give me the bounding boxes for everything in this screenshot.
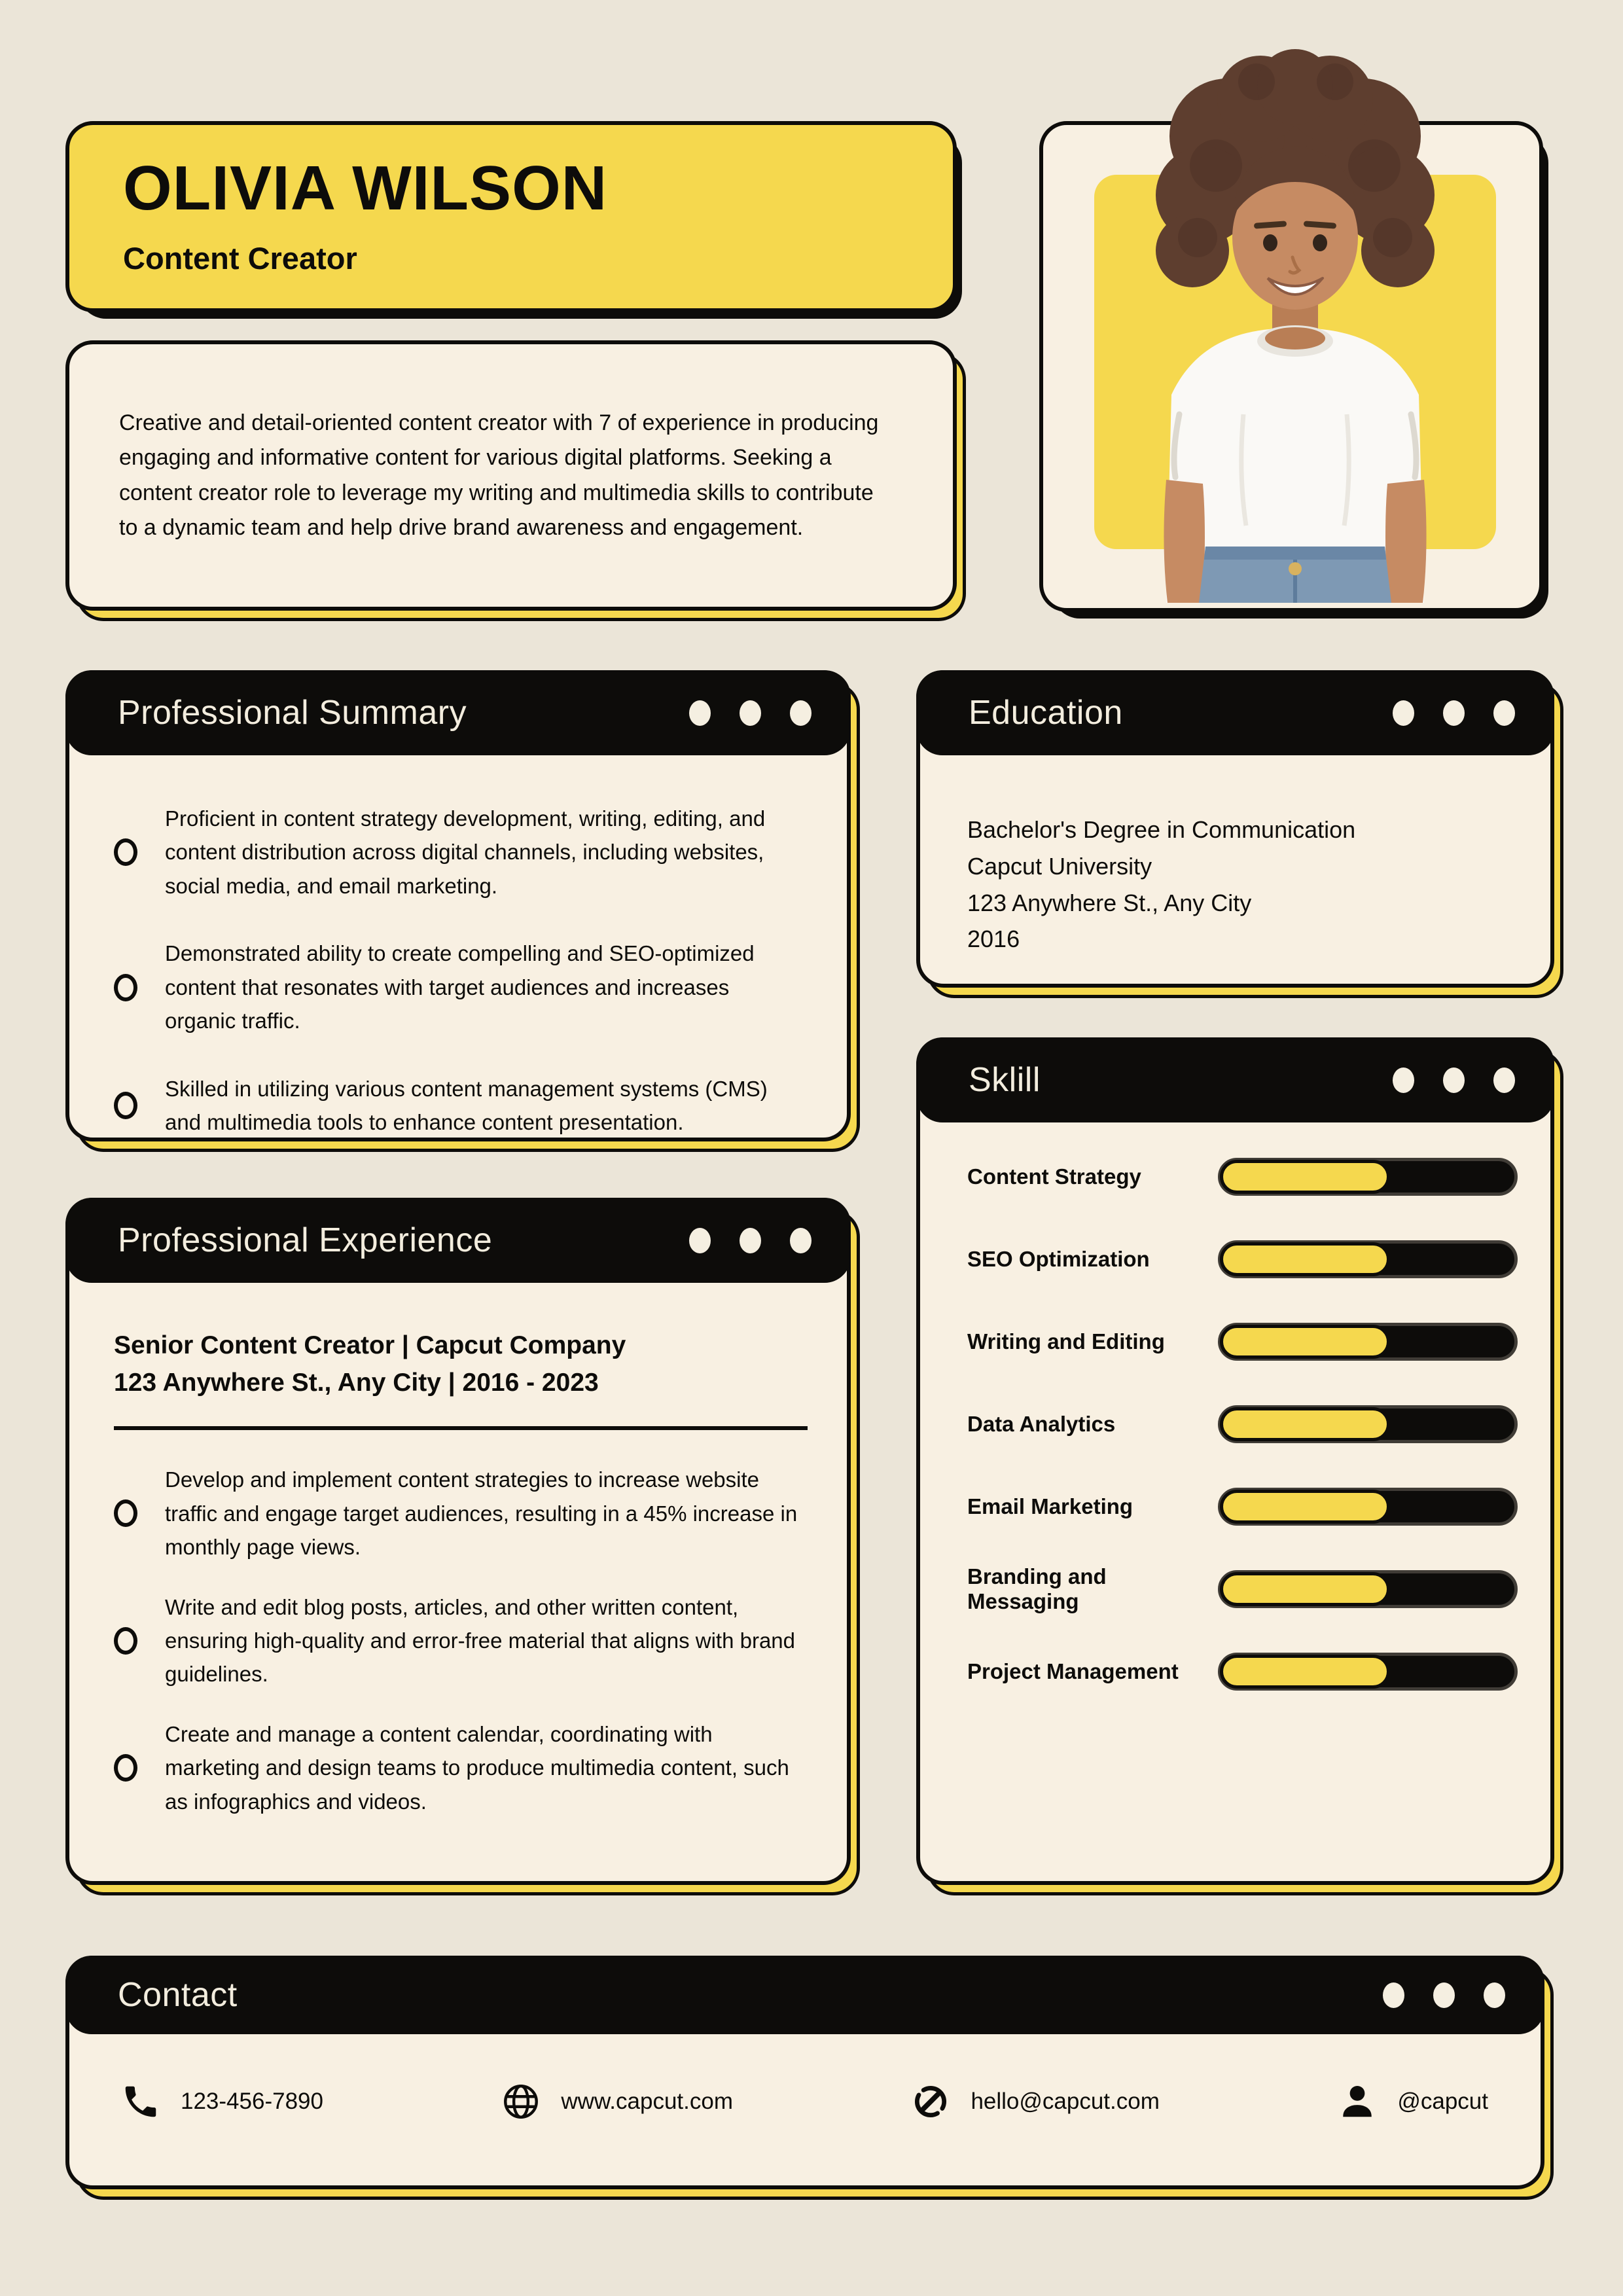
person-role: Content Creator	[123, 241, 357, 276]
skills-header	[916, 1037, 1554, 1122]
window-dots	[689, 1228, 812, 1253]
list-item: Demonstrated ability to create compelling and SEO-optimized content that resonates with target audiences and increases organic traffic.	[114, 937, 805, 1037]
skills-title: Sklill	[969, 1061, 1041, 1099]
bullet-circle-icon	[114, 1754, 137, 1782]
education-header	[916, 670, 1554, 755]
window-dot-icon	[1383, 1982, 1404, 2008]
window-dot-icon	[740, 700, 761, 726]
summary-card	[65, 670, 851, 1141]
bullet-circle-icon	[114, 1092, 137, 1119]
skill-bar-fill	[1220, 1160, 1390, 1194]
list-item: Skilled in utilizing various content management systems (CMS) and multimedia tools to enhance content presentation.	[114, 1072, 805, 1139]
skill-row: Branding and Messaging	[967, 1570, 1518, 1608]
list-item: Create and manage a content calendar, coordinating with marketing and design teams to produce multimedia content, such as infographics and videos.	[114, 1717, 808, 1818]
window-dot-icon	[1493, 700, 1515, 726]
window-dot-icon	[1393, 1067, 1414, 1093]
contact-card	[65, 1956, 1544, 2189]
phone-icon	[120, 2081, 161, 2122]
person-icon	[1337, 2081, 1378, 2122]
bullet-circle-icon	[114, 838, 137, 866]
summary-list	[114, 802, 805, 1139]
window-dot-icon	[1433, 1982, 1455, 2008]
skill-bar	[1218, 1158, 1518, 1196]
education-school: Capcut University	[967, 852, 1152, 880]
contact-email: hello@capcut.com	[910, 2081, 1159, 2122]
job-role: Senior Content Creator | Capcut Company	[114, 1331, 626, 1359]
person-name: OLIVIA WILSON	[123, 153, 608, 223]
contact-header	[65, 1956, 1544, 2034]
contact-website: www.capcut.com	[501, 2081, 733, 2122]
skill-bar-fill	[1220, 1325, 1390, 1359]
education-address: 123 Anywhere St., Any City	[967, 889, 1252, 916]
window-dot-icon	[740, 1228, 761, 1253]
portrait-illustration	[1106, 48, 1484, 603]
experience-card	[65, 1198, 851, 1885]
window-dot-icon	[689, 700, 711, 726]
skill-bar-fill	[1220, 1572, 1390, 1606]
globe-icon	[501, 2081, 541, 2122]
window-dot-icon	[1443, 700, 1465, 726]
skill-row: Content Strategy	[967, 1158, 1518, 1196]
window-dots	[1393, 1067, 1515, 1093]
divider	[114, 1426, 808, 1430]
skill-bar-fill	[1220, 1490, 1390, 1524]
education-degree: Bachelor's Degree in Communication	[967, 816, 1356, 843]
list-item: Proficient in content strategy development, writing, editing, and content distribution across digital channels, including websites, social media, and email marketing.	[114, 802, 805, 903]
skill-row: SEO Optimization	[967, 1240, 1518, 1278]
portrait-photo	[1106, 48, 1484, 603]
bullet-circle-icon	[114, 974, 137, 1001]
window-dot-icon	[790, 700, 812, 726]
intro-card	[65, 340, 957, 611]
summary-title: Professional Summary	[118, 694, 467, 732]
skill-bar	[1218, 1323, 1518, 1361]
list-item: Develop and implement content strategies to increase website traffic and engage target audiences, resulting in a 45% increase in monthly page views.	[114, 1463, 808, 1564]
skill-row: Project Management	[967, 1653, 1518, 1691]
window-dot-icon	[1393, 700, 1414, 726]
skill-row: Email Marketing	[967, 1488, 1518, 1526]
photo-card	[1039, 121, 1543, 612]
skill-bar	[1218, 1570, 1518, 1608]
window-dot-icon	[1443, 1067, 1465, 1093]
skill-bar	[1218, 1240, 1518, 1278]
experience-header	[65, 1198, 851, 1283]
skills-card	[916, 1037, 1554, 1885]
skill-bar	[1218, 1405, 1518, 1443]
skill-bar	[1218, 1488, 1518, 1526]
contact-social: @capcut	[1337, 2081, 1488, 2122]
name-banner	[65, 121, 957, 312]
summary-header	[65, 670, 851, 755]
window-dot-icon	[689, 1228, 711, 1253]
intro-text: Creative and detail-oriented content creator with 7 of experience in producing engaging and informative content for various digital platforms. Seeking a content creator role to leverage my writing and multimedia skills to contribute to a dynamic team and help drive brand awareness and engagement.	[119, 410, 879, 540]
contact-title: Contact	[118, 1976, 238, 2014]
window-dots	[689, 700, 812, 726]
skill-row: Data Analytics	[967, 1405, 1518, 1443]
window-dot-icon	[790, 1228, 812, 1253]
skill-bar-fill	[1220, 1655, 1390, 1689]
window-dots	[1383, 1982, 1505, 2008]
bullet-circle-icon	[114, 1499, 137, 1527]
window-dot-icon	[1493, 1067, 1515, 1093]
education-title: Education	[969, 694, 1123, 732]
experience-list	[114, 1463, 808, 1818]
skill-bar	[1218, 1653, 1518, 1691]
job-meta: 123 Anywhere St., Any City | 2016 - 2023	[114, 1368, 599, 1397]
window-dots	[1393, 700, 1515, 726]
contact-phone: 123-456-7890	[120, 2081, 323, 2122]
skill-bar-fill	[1220, 1407, 1390, 1441]
skill-bar-fill	[1220, 1242, 1390, 1276]
link-icon	[910, 2081, 951, 2122]
list-item: Write and edit blog posts, articles, and other written content, ensuring high-quality and error-free material that aligns with brand guidelines.	[114, 1590, 808, 1691]
contact-row	[120, 2081, 1488, 2122]
window-dot-icon	[1484, 1982, 1505, 2008]
education-card	[916, 670, 1554, 988]
experience-title: Professional Experience	[118, 1221, 493, 1259]
education-year: 2016	[967, 925, 1020, 953]
bullet-circle-icon	[114, 1627, 137, 1655]
skill-row: Writing and Editing	[967, 1323, 1518, 1361]
